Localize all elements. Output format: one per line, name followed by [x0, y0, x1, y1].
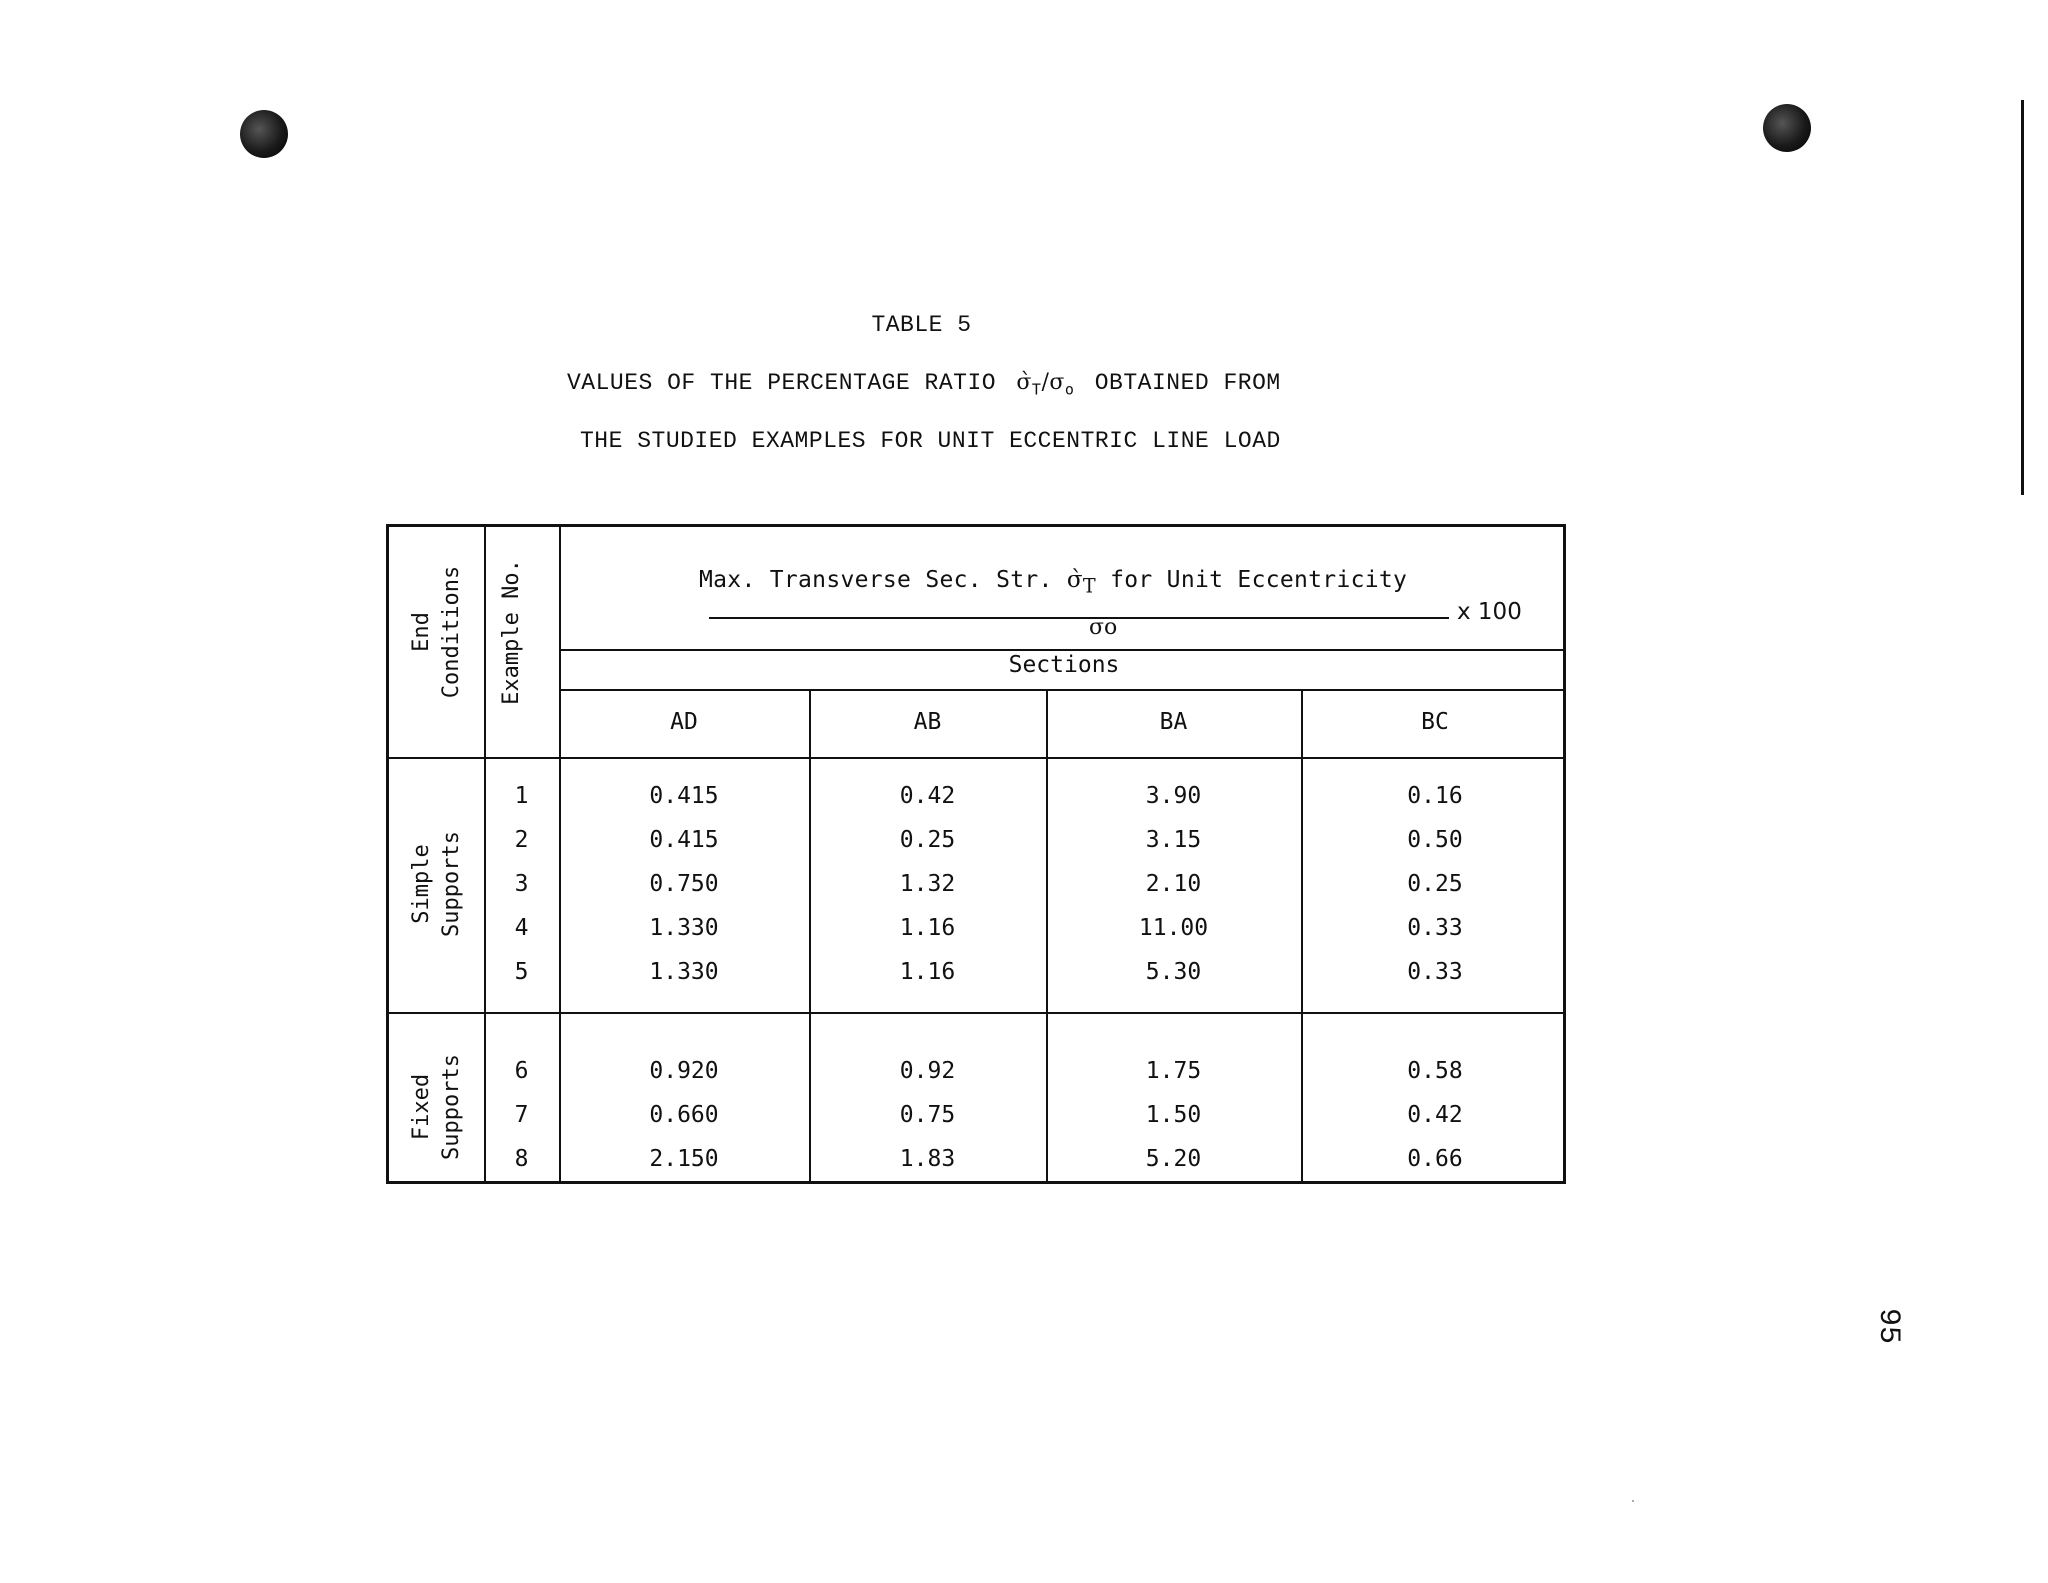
value-cell-ab: 1.32	[899, 871, 956, 897]
row-divider	[559, 649, 1563, 651]
value-cell-ab: 0.42	[899, 783, 956, 809]
value-cell-ad: 1.330	[649, 959, 719, 985]
main-column-header: Max. Transverse Sec. Str. $\sigmà_T$ for Unit Eccentricity	[699, 567, 1408, 598]
group-label-simple: Simple Supports	[409, 831, 464, 937]
value-cell-ba: 1.75	[1145, 1058, 1202, 1084]
column-header-ab: AB	[913, 709, 942, 735]
value-cell-bc: 0.33	[1407, 915, 1463, 941]
value-cell-ba: 3.90	[1145, 783, 1202, 809]
value-cell-bc: 0.50	[1407, 827, 1463, 853]
value-cell-ba: 5.20	[1145, 1146, 1202, 1172]
example-number: 1	[514, 783, 529, 809]
sections-label: Sections	[1008, 652, 1120, 678]
end-conditions-header: End Conditions	[409, 565, 464, 699]
example-number: 4	[514, 915, 529, 941]
value-cell-ab: 0.25	[899, 827, 956, 853]
column-header-ba: BA	[1159, 709, 1188, 735]
value-cell-ab: 1.16	[899, 915, 956, 941]
punch-hole-right	[1763, 104, 1811, 152]
example-number: 3	[514, 871, 529, 897]
multiplier: x 100	[1457, 599, 1522, 625]
caption-text-pre: VALUES OF THE PERCENTAGE RATIO	[567, 370, 997, 396]
group-label-fixed: Fixed Supports	[409, 1054, 464, 1160]
value-cell-ab: 1.83	[899, 1146, 956, 1172]
value-cell-ab: 0.92	[899, 1058, 956, 1084]
value-cell-bc: 0.16	[1407, 783, 1463, 809]
sigma-o-denominator: σo	[1089, 615, 1118, 640]
example-number: 6	[514, 1058, 529, 1084]
scan-speck	[1632, 1500, 1634, 1502]
punch-hole-left	[240, 110, 288, 158]
column-header-bc: BC	[1421, 709, 1449, 735]
value-cell-ad: 0.750	[649, 871, 719, 897]
value-cell-ad: 0.660	[649, 1102, 719, 1128]
example-no-header: Example No.	[499, 559, 524, 705]
value-cell-bc: 0.58	[1407, 1058, 1463, 1084]
page-number: 95	[1871, 1308, 1905, 1345]
example-number: 2	[514, 827, 529, 853]
example-number: 7	[514, 1102, 529, 1128]
value-cell-ad: 0.920	[649, 1058, 719, 1084]
table-title: TABLE 5	[871, 312, 972, 338]
example-number: 8	[514, 1146, 529, 1172]
value-cell-ba: 11.00	[1138, 915, 1209, 941]
example-number: 5	[514, 959, 529, 985]
value-cell-ba: 2.10	[1145, 871, 1202, 897]
value-cell-ad: 0.415	[649, 827, 719, 853]
value-cell-ba: 3.15	[1145, 827, 1202, 853]
ratio-symbol: $\sigmà_T/\sigma_o$	[1016, 370, 1075, 399]
caption-text-post: OBTAINED FROM	[1094, 370, 1281, 396]
sigma-t-symbol: $\sigmà_T$	[1066, 567, 1096, 598]
value-cell-ab: 1.16	[899, 959, 956, 985]
column-header-ad: AD	[670, 709, 698, 735]
table-caption-line-2: THE STUDIED EXAMPLES FOR UNIT ECCENTRIC LINE LOAD	[580, 428, 1281, 454]
value-cell-ad: 0.415	[649, 783, 719, 809]
row-divider	[559, 689, 1563, 691]
header-bottom-line	[389, 757, 1563, 759]
table-caption-line-1	[567, 370, 1281, 398]
value-cell-bc: 0.25	[1407, 871, 1463, 897]
fraction-bar	[709, 617, 1449, 619]
value-cell-ba: 5.30	[1145, 959, 1202, 985]
value-cell-ad: 1.330	[649, 915, 719, 941]
page-edge-line	[2021, 100, 2024, 495]
value-cell-ad: 2.150	[649, 1146, 719, 1172]
group-divider	[389, 1012, 1563, 1014]
value-cell-ab: 0.75	[899, 1102, 956, 1128]
value-cell-bc: 0.42	[1407, 1102, 1463, 1128]
data-table	[386, 524, 1566, 1184]
value-cell-bc: 0.66	[1407, 1146, 1463, 1172]
value-cell-bc: 0.33	[1407, 959, 1463, 985]
value-cell-ba: 1.50	[1145, 1102, 1202, 1128]
